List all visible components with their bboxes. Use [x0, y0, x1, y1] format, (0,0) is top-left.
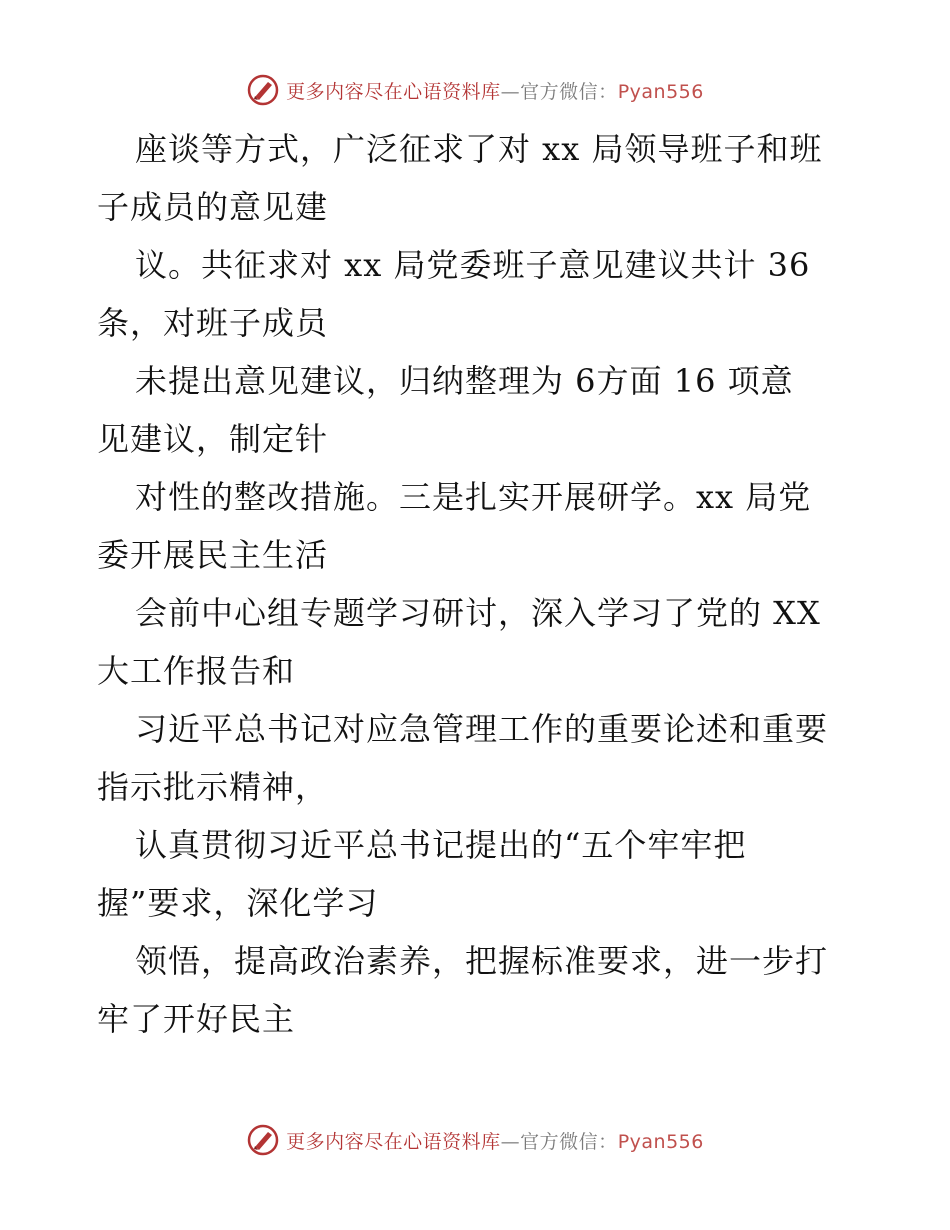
- text-line: 认真贯彻习近平总书记提出的“五个牢牢把: [135, 826, 747, 864]
- brand-logo-icon: [246, 1123, 280, 1157]
- header-separator: —: [500, 80, 521, 103]
- brand-logo-icon: [246, 73, 280, 107]
- footer-banner-text: [286, 1127, 704, 1154]
- text-line: 子成员的意见建: [97, 188, 329, 226]
- text-line: 议。共征求对 xx 局党委班子意见建议共计 36: [135, 246, 811, 284]
- text-line: 牢了开好民主: [97, 1000, 296, 1038]
- text-line: 握”要求，深化学习: [97, 884, 379, 922]
- footer-wechat-label: 官方微信：: [520, 1130, 618, 1153]
- footer-brand-text: 更多内容尽在心语资料库: [286, 1130, 501, 1153]
- footer-separator: —: [500, 1130, 521, 1153]
- footer-banner: [0, 1120, 950, 1160]
- text-line: 会前中心组专题学习研讨，深入学习了党的 XX: [135, 594, 821, 632]
- footer-wechat-account: Pyan556: [617, 1130, 704, 1153]
- text-line: 大工作报告和: [97, 652, 296, 690]
- header-banner: [0, 70, 950, 110]
- text-line: 领悟，提高政治素养，把握标准要求，进一步打: [135, 942, 829, 980]
- text-line: 见建议，制定针: [97, 420, 329, 458]
- header-banner-text: [286, 77, 704, 104]
- text-line: 条，对班子成员: [97, 304, 329, 342]
- header-wechat-account: Pyan556: [617, 80, 704, 103]
- document-body: [97, 120, 867, 1048]
- text-line: 习近平总书记对应急管理工作的重要论述和重要: [135, 710, 829, 748]
- text-line: 座谈等方式，广泛征求了对 xx 局领导班子和班: [135, 130, 823, 168]
- header-wechat-label: 官方微信：: [520, 80, 618, 103]
- text-line: 委开展民主生活: [97, 536, 329, 574]
- header-brand-text: 更多内容尽在心语资料库: [286, 80, 501, 103]
- text-line: 对性的整改措施。三是扎实开展研学。xx 局党: [135, 478, 812, 516]
- text-line: 指示批示精神，: [97, 768, 329, 806]
- text-line: 未提出意见建议，归纳整理为 6方面 16 项意: [135, 362, 794, 400]
